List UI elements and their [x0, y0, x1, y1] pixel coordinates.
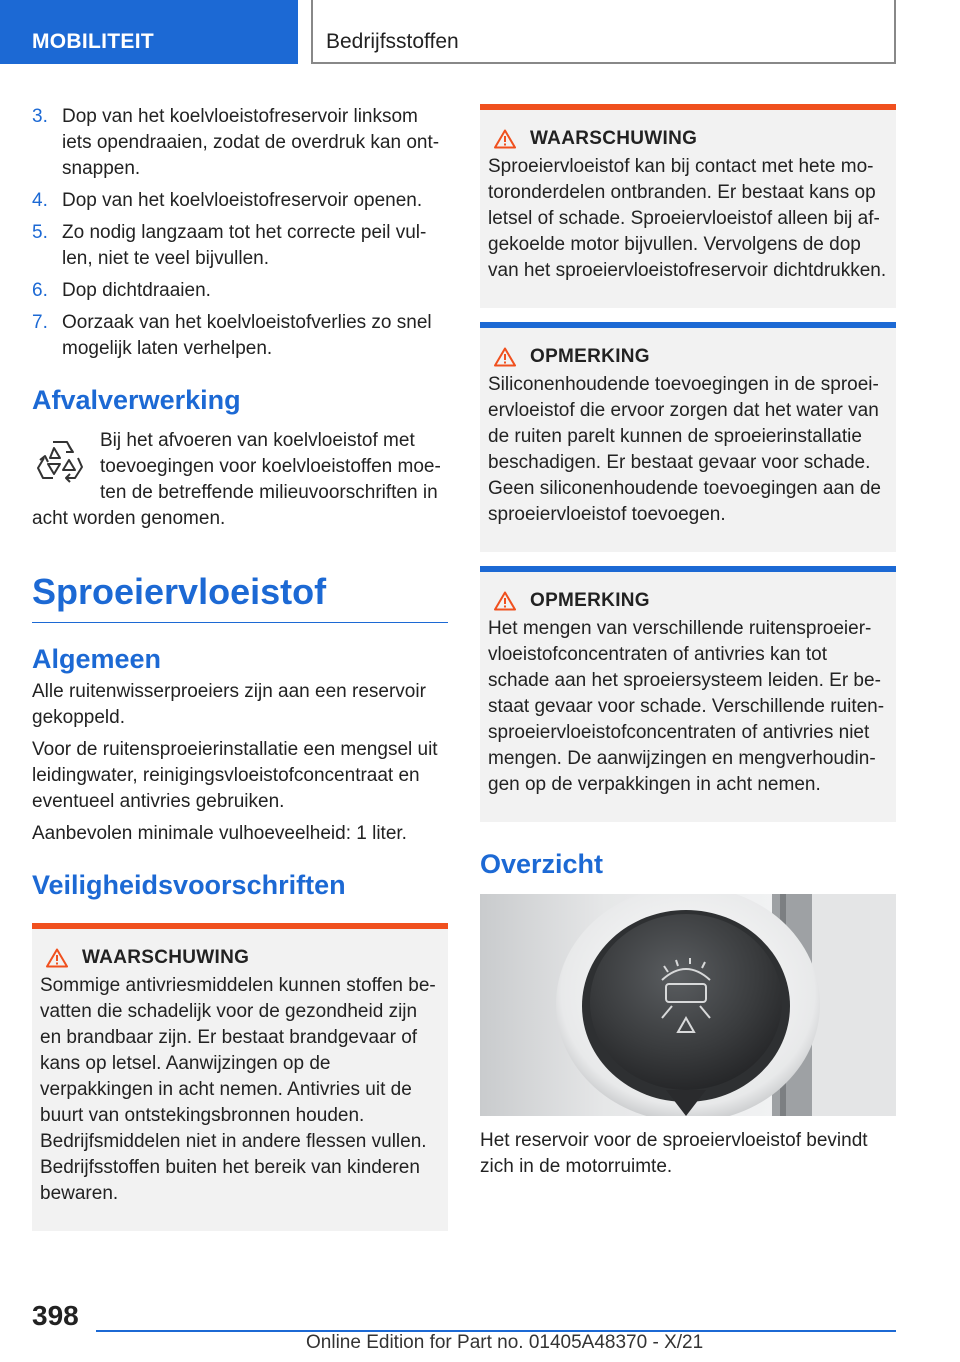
chapter-title: Bedrijfsstoffen [326, 30, 459, 53]
note-title [488, 588, 888, 614]
step-number: 5. [32, 222, 48, 243]
step-item [32, 220, 448, 272]
warning-triangle-icon [494, 129, 516, 149]
general-paragraph-2: Voor de ruitensproeierinstallatie een mengsel uit leidingwater, reinigingsvloeistofconcentraat en eventueel antivries gebruiken. [32, 739, 438, 812]
note-box [480, 322, 896, 552]
page-number: 398 [32, 1300, 79, 1331]
step-item [32, 104, 448, 182]
step-text: Dop van het koelvloeistofreservoir openen. [62, 190, 423, 211]
safety-heading: Veiligheidsvoorschriften [32, 870, 346, 900]
note-text: Het mengen van verschillende ruitensproeiervloeistofconcentraten of antivries kan tot schade aan het sproeiersysteem leiden. Er bestaat gevaar voor schade. Verschillende ruitensproeiervloeistofconcentraten of antivries niet mengen. De aanwijzingen en mengverhoudingen op de verpakkingen in acht nemen. [488, 618, 885, 795]
note-box [480, 566, 896, 822]
warning-box [32, 923, 448, 1231]
note-triangle-icon [494, 591, 516, 611]
warning-text: Sommige antivriesmiddelen kunnen stoffen bevatten die schadelijk voor de gezondheid zijn en brandbaar zijn. Er bestaat brandgevaar of kans op letsel. Aanwijzingen op de verpakkingen in acht nemen. Antivries uit de buurt van ontstekingsbronnen houden. Bedrijfsmiddelen niet in andere flessen vullen. Bedrijfsstoffen buiten het bereik van kinderen bewaren. [40, 975, 436, 1204]
step-text: Dop dichtdraaien. [62, 280, 211, 301]
note-title-text: OPMERKING [530, 346, 650, 367]
step-text: Oorzaak van het koelvloeistofverlies zo snel mogelijk laten verhelpen. [62, 312, 432, 359]
step-number: 6. [32, 280, 48, 301]
section-title: MOBILITEIT [32, 30, 154, 53]
step-list [32, 104, 448, 362]
warning-title [40, 945, 440, 971]
disposal-block [32, 428, 448, 532]
section-tab [0, 0, 298, 64]
disposal-text: Bij het afvoeren van koelvloeistof met toevoegingen voor koelvloeistoffen moeten de betreffende milieuvoorschriften in acht worden genomen. [32, 430, 441, 529]
warning-title-text: WAARSCHUWING [82, 947, 250, 968]
left-column [32, 104, 448, 1231]
warning-text: Sproeiervloeistof kan bij contact met hete motoronderdelen ontbranden. Er bestaat kans op letsel of schade. Sproeiervloeistof alleen bij afgekoelde motor bijvullen. Vervolgens de dop van het sproeiervloeistofreservoir dichtdrukken. [488, 156, 887, 281]
step-item [32, 188, 448, 214]
warning-triangle-icon [46, 948, 68, 968]
recycle-icon [34, 434, 86, 486]
note-title-text: OPMERKING [530, 590, 650, 611]
warning-box [480, 104, 896, 308]
overview-heading: Overzicht [480, 849, 604, 879]
overview-caption: Het reservoir voor de sproeiervloeistof bevindt zich in de motorruimte. [480, 1130, 868, 1177]
footer-edition: Online Edition for Part no. 01405A48370 - X/21 [306, 1332, 704, 1353]
disposal-heading: Afvalverwerking [32, 385, 241, 415]
step-number: 3. [32, 106, 48, 127]
chapter-tab [311, 0, 896, 64]
general-paragraph-3: Aanbevolen minimale vulhoeveelheid: 1 liter. [32, 823, 407, 844]
note-triangle-icon [494, 347, 516, 367]
general-paragraph-1: Alle ruitenwisserproeiers zijn aan een reservoir gekoppeld. [32, 681, 426, 728]
reservoir-cap-photo [480, 894, 896, 1116]
step-text: Zo nodig langzaam tot het correcte peil vullen, niet te veel bijvullen. [62, 222, 427, 269]
washer-fluid-heading: Sproeiervloeistof [32, 570, 448, 623]
note-text: Siliconenhoudende toevoegingen in de sproeiervloeistof die ervoor zorgen dat het water van de ruiten parelt kunnen de sproeierinstallatie beschadigen. Er bestaat gevaar voor schade. Geen siliconenhoudende toevoegingen aan de sproeiervloeistof toevoegen. [488, 374, 881, 525]
warning-title-text: WAARSCHUWING [530, 128, 698, 149]
step-item [32, 278, 448, 304]
warning-title [488, 126, 888, 152]
step-number: 7. [32, 312, 48, 333]
step-text: Dop van het koelvloeistofreservoir linksom iets opendraaien, zodat de overdruk kan ontsnappen. [62, 106, 440, 179]
step-number: 4. [32, 190, 48, 211]
step-item [32, 310, 448, 362]
right-column [480, 104, 896, 1180]
note-title [488, 344, 888, 370]
general-heading: Algemeen [32, 644, 162, 674]
